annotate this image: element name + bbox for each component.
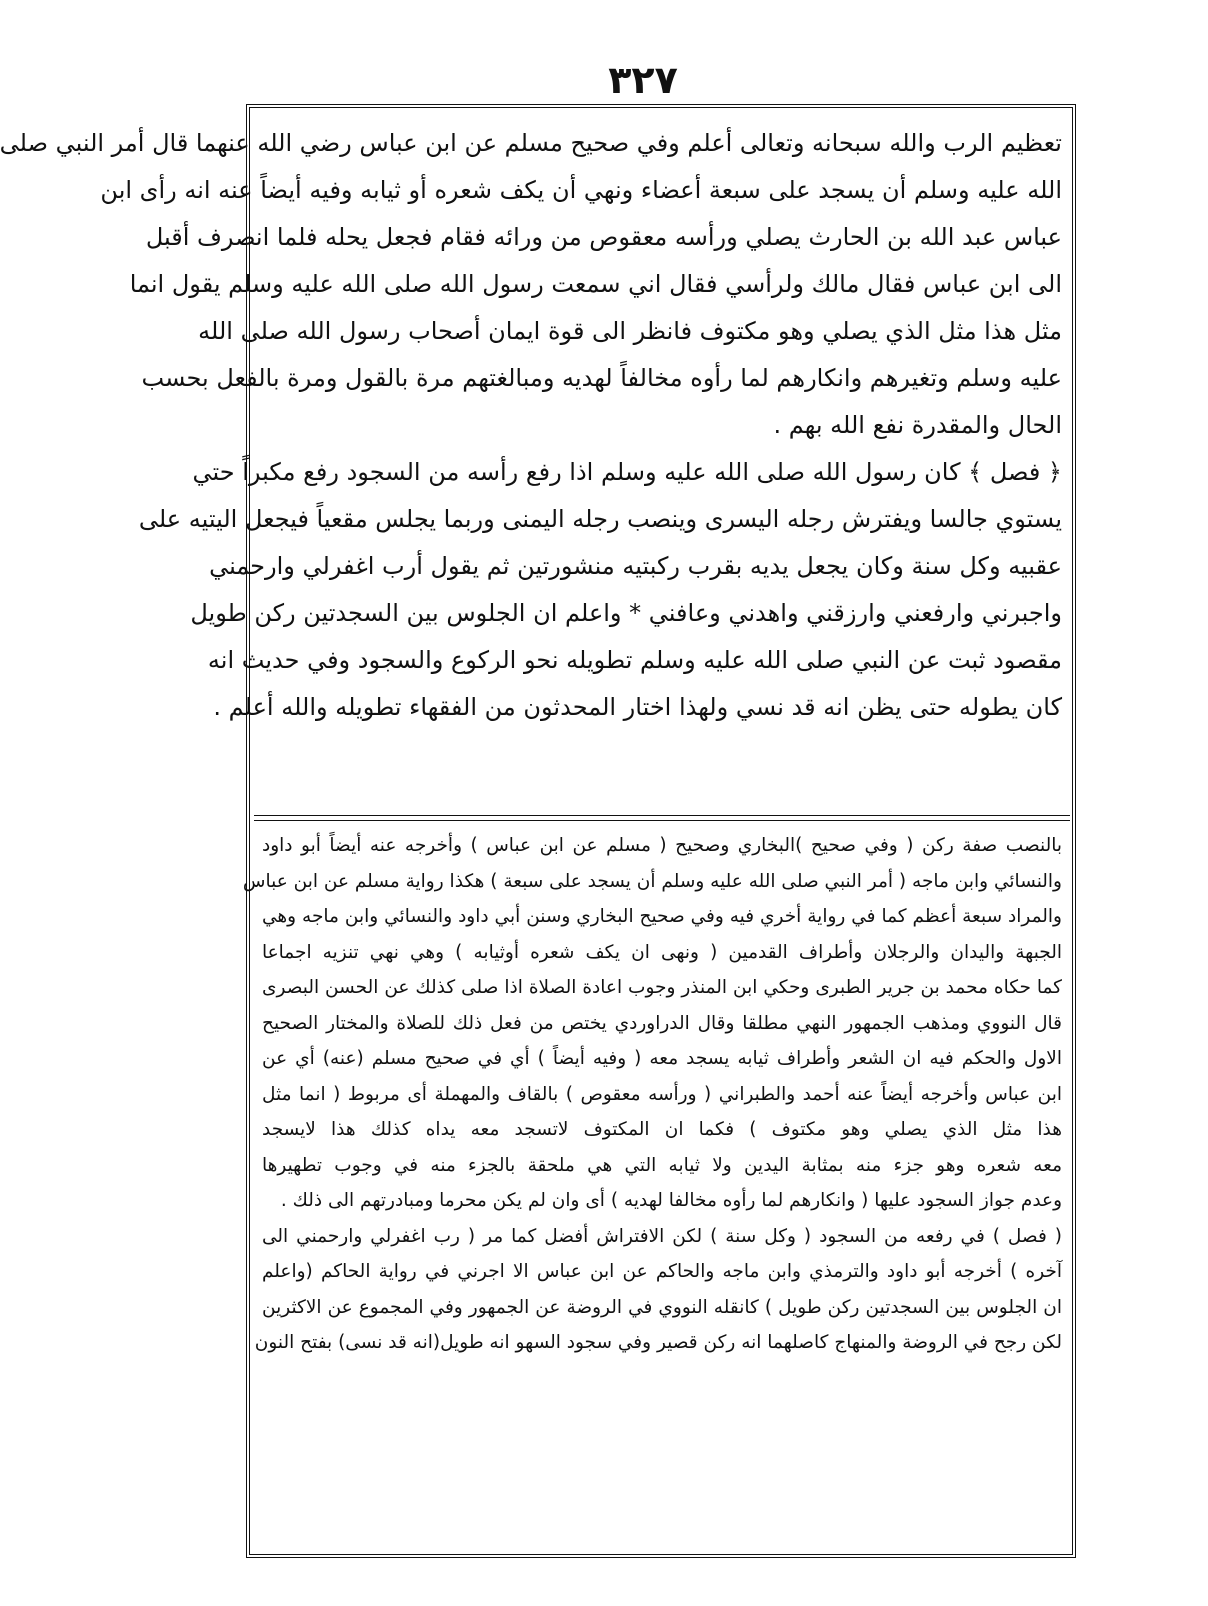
footnote-line: ابن عباس وأخرجه أيضاً عنه أحمد والطبراني ( ورأسه معقوص ) بالقاف والمهملة أى مربوط ( انما مثل [262, 1083, 1062, 1105]
main-line: الحال والمقدرة نفع الله بهم . [773, 411, 1062, 439]
footnote-line: ( فصل ) في رفعه من السجود ( وكل سنة ) لكن الافتراش أفضل كما مر ( رب اغفرلي وارحمني الى [262, 1225, 1062, 1247]
footnote-line: وعدم جواز السجود عليها ( وانكارهم لما رأوه مخالفا لهديه ) أى وان لم يكن محرما ومبادرتهم الى ذلك . [280, 1190, 1062, 1211]
footnote-line: ان الجلوس بين السجدتين ركن طويل ) كانقله النووي في الروضة عن الجمهور وفي المجموع عن الاكثرين [262, 1296, 1062, 1318]
footnote-line: بالنصب صفة ركن ( وفي صحيح )البخاري وصحيح ( مسلم عن ابن عباس ) وأخرجه عنه أيضاً أبو داود [262, 835, 1062, 856]
section-heading-line: ﴿ فصل ﴾ كان رسول الله صلى الله عليه وسلم اذا رفع رأسه من السجود رفع مكبراً حتي [192, 458, 1062, 486]
main-line: عباس عبد الله بن الحارث يصلي ورأسه معقوص من ورائه فقام فجعل يحله فلما انصرف أقبل [145, 223, 1062, 251]
footnote-line: هذا مثل الذي يصلي وهو مكتوف ) فكما ان المكتوف لاتسجد معه يداه كذلك هذا لايسجد [262, 1119, 1062, 1140]
main-line: يستوي جالسا ويفترش رجله اليسرى وينصب رجله اليمنى وربما يجلس مقعياً فيجعل اليتيه على [138, 505, 1062, 533]
footnote-line: قال النووي ومذهب الجمهور النهي مطلقا وقال الدراوردي يختص من فعل ذلك للصلاة والمختار الصحيح [262, 1012, 1062, 1034]
footnote-line: الجبهة واليدان والرجلان وأطراف القدمين ( ونهى ان يكف شعره أوثيابه ) وهي نهي تنزيه اجماعا [262, 941, 1062, 963]
footnote-line: كما حكاه محمد بن جرير الطبرى وحكي ابن المنذر وجوب اعادة الصلاة اذا صلى كذلك عن الحسن البصرى [262, 977, 1062, 998]
main-line: الله عليه وسلم أن يسجد على سبعة أعضاء ونهي أن يكف شعره أو ثيابه وفيه أيضاً عنه انه رأى ابن [100, 176, 1062, 204]
main-line: عليه وسلم وتغيرهم وانكارهم لما رأوه مخالفاً لهديه ومبالغتهم مرة بالقول ومرة بالفعل بحسب [141, 364, 1062, 392]
main-line: مقصود ثبت عن النبي صلى الله عليه وسلم تطويله نحو الركوع والسجود وفي حديث انه [207, 646, 1062, 674]
main-line: الى ابن عباس فقال مالك ولرأسي فقال اني سمعت رسول الله صلى الله عليه وسلم يقول انما [129, 270, 1062, 298]
footnote-line: معه شعره وهو جزء منه بمثابة اليدين ولا ثيابه التي هي ملحقة بالجزء منه في وجوب تطهيرها [262, 1154, 1062, 1176]
footnote-line: والنسائي وابن ماجه ( أمر النبي صلى الله عليه وسلم أن يسجد على سبعة ) هكذا رواية مسلم عن ابن عباس [242, 870, 1062, 892]
main-line: تعظيم الرب والله سبحانه وتعالى أعلم وفي صحيح مسلم عن ابن عباس رضي الله عنهما قال أمر النبي صلى [0, 129, 1062, 157]
footnote-line: لكن رجح في الروضة والمنهاج كاصلهما انه ركن قصير وفي سجود السهو انه طويل(انه قد نسى) بفتح النون [254, 1332, 1062, 1353]
footnotes [242, 828, 1062, 1361]
footnote-line: آخره ) أخرجه أبو داود والترمذي وابن ماجه والحاكم عن ابن عباس الا اجرني في رواية الحاكم (واعلم [262, 1261, 1062, 1282]
main-line: واجبرني وارفعني وارزقني واهدني وعافني * واعلم ان الجلوس بين السجدتين ركن طويل [190, 599, 1062, 627]
main-line: عقبيه وكل سنة وكان يجعل يديه بقرب ركبتيه منشورتين ثم يقول أرب اغفرلي وارحمني [209, 552, 1062, 580]
footnote-line: والمراد سبعة أعظم كما في رواية أخري فيه وفي صحيح البخاري وسنن أبي داود والنسائي وابن ماجه وهي [262, 906, 1062, 927]
main-text [0, 120, 1062, 731]
page-number: ٣٢٧ [608, 58, 678, 102]
main-line: مثل هذا مثل الذي يصلي وهو مكتوف فانظر الى قوة ايمان أصحاب رسول الله صلى الله [198, 317, 1062, 345]
footnote-line: الاول والحكم فيه ان الشعر وأطراف ثيابه يسجد معه ( وفيه أيضاً ) أي في صحيح مسلم (عنه) أي عن [262, 1048, 1062, 1069]
footnote-divider [254, 820, 1070, 821]
footnote-divider [254, 815, 1070, 816]
main-line: كان يطوله حتى يظن انه قد نسي ولهذا اختار المحدثون من الفقهاء تطويله والله أعلم . [213, 693, 1062, 721]
